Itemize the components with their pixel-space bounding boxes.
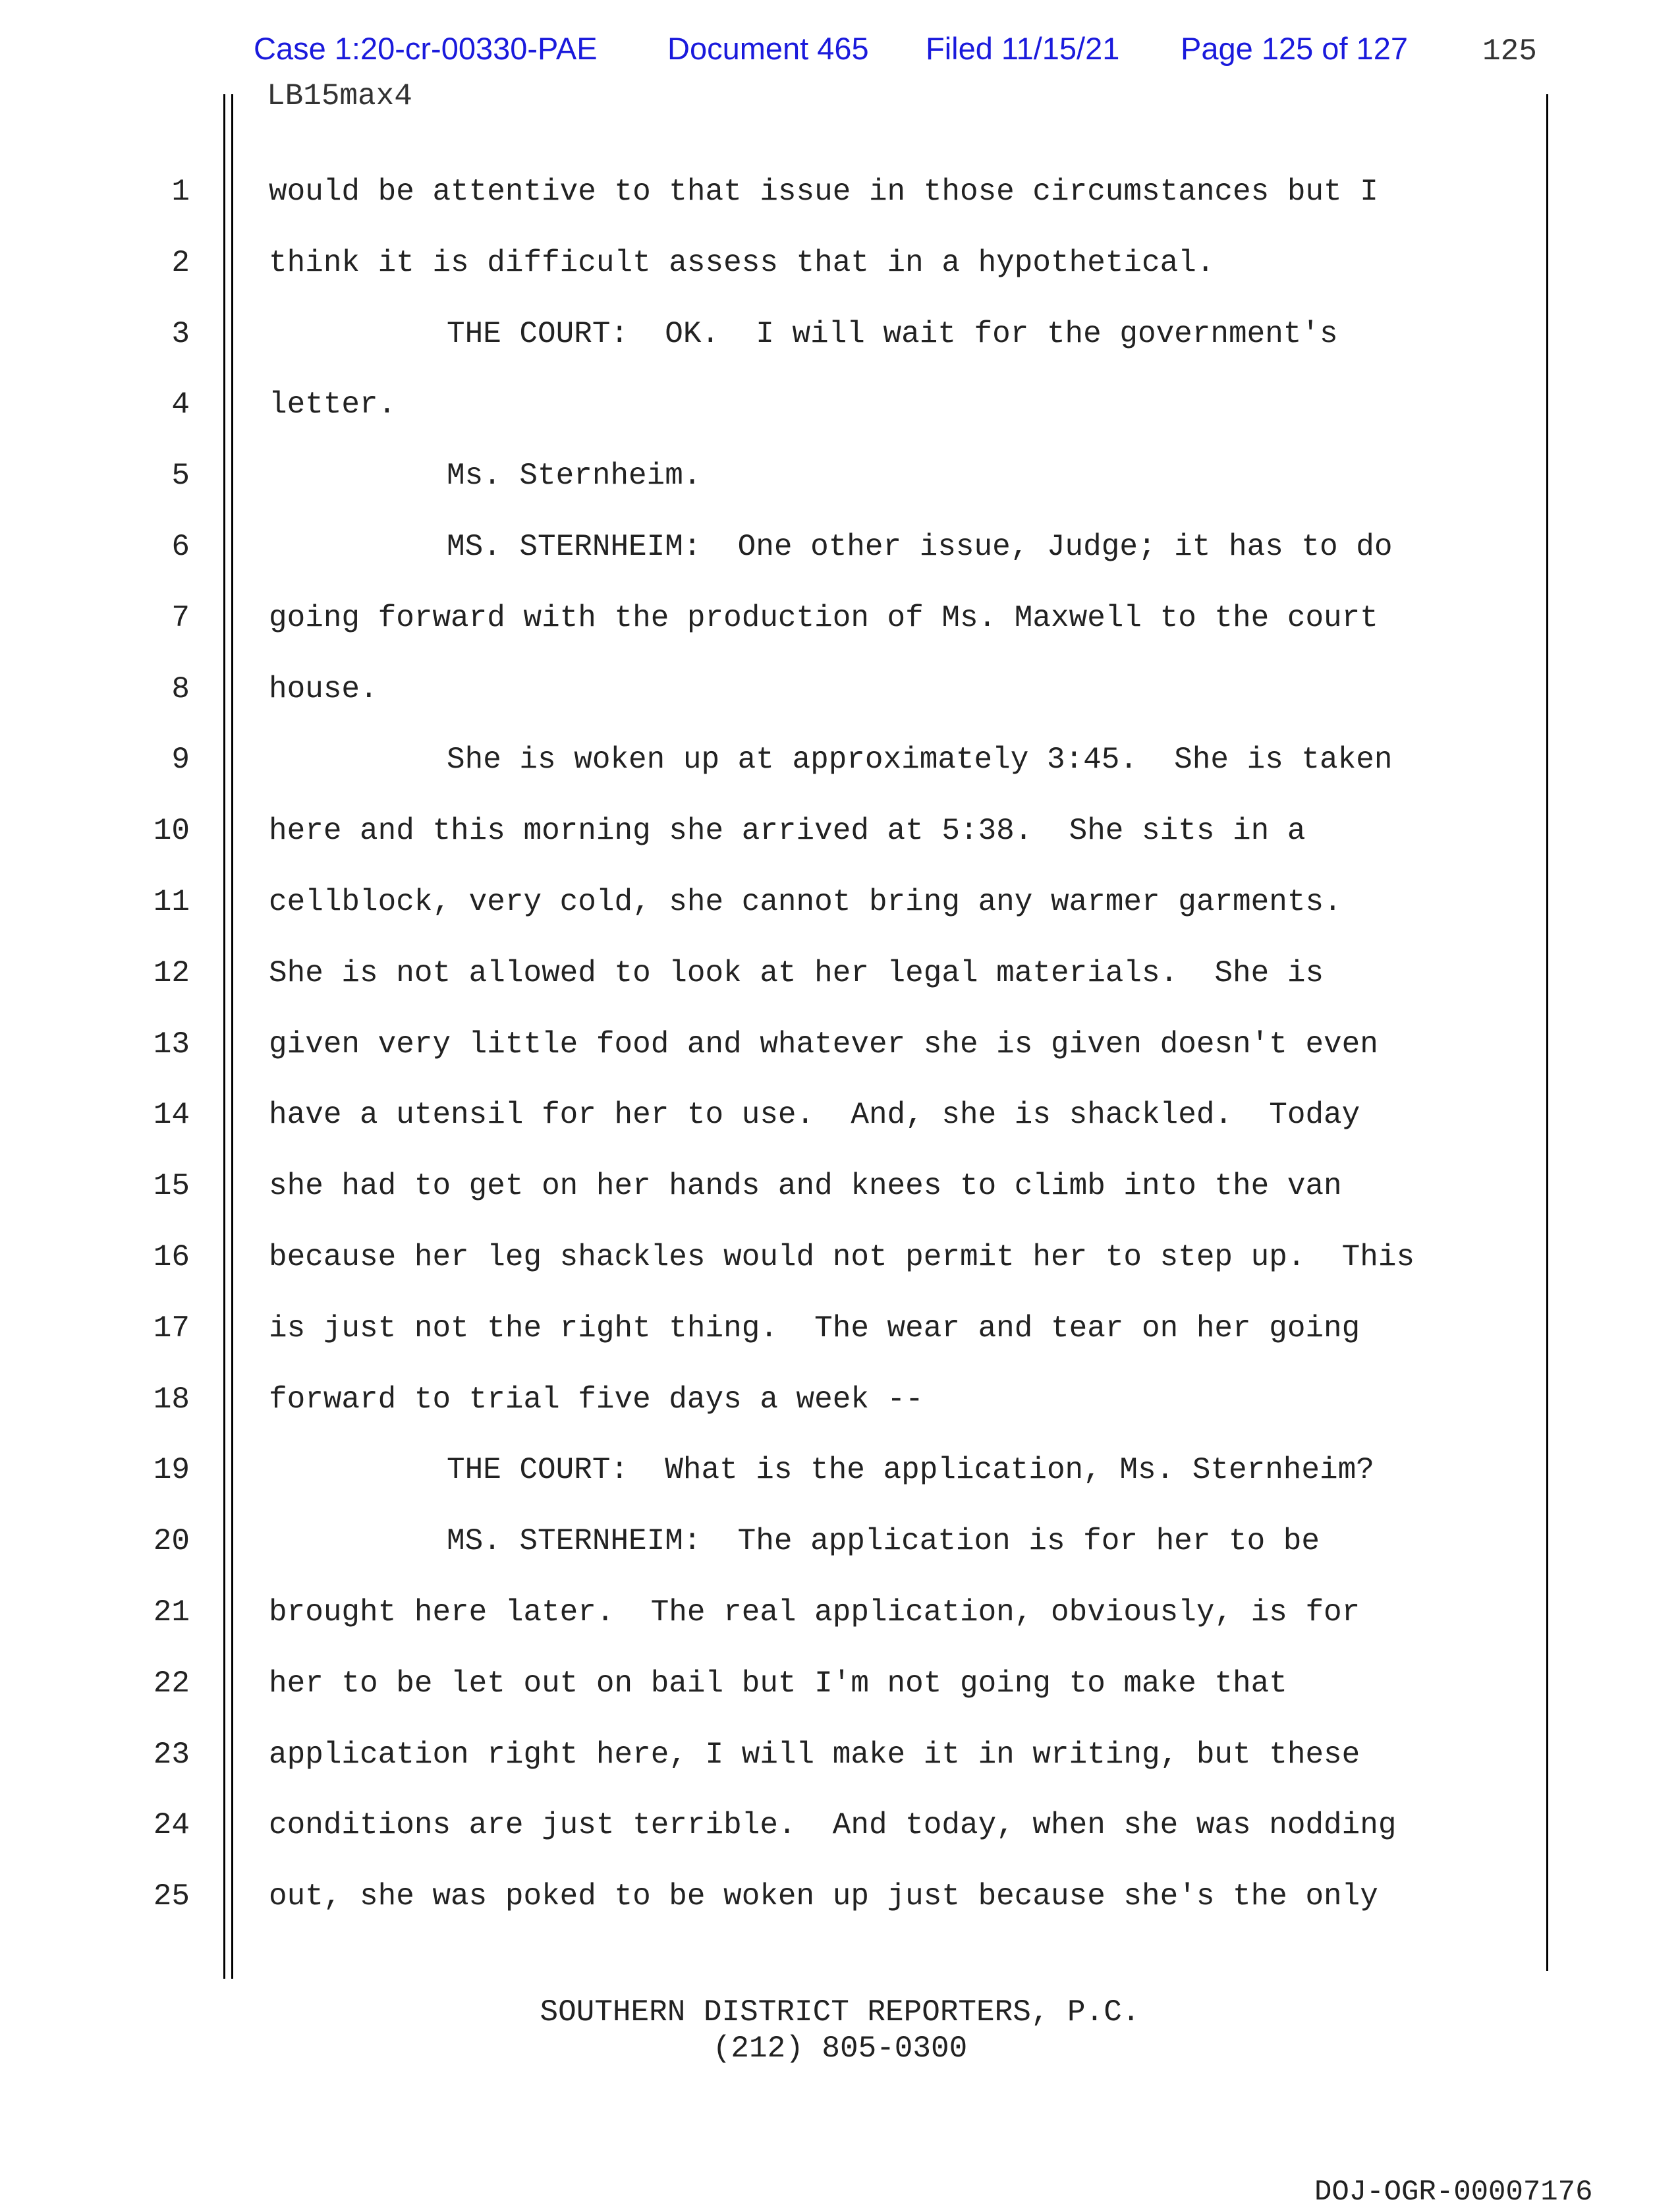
line-text: application right here, I will make it in writing, but these: [269, 1738, 1360, 1772]
line-text: because her leg shackles would not permit her to step up. This: [269, 1240, 1415, 1274]
line-text: her to be let out on bail but I'm not going to make that: [269, 1666, 1287, 1701]
transcript-line: [0, 1098, 1680, 1137]
line-text: here and this morning she arrived at 5:38. She sits in a: [269, 814, 1306, 848]
line-number: 22: [153, 1666, 190, 1701]
line-number: 20: [153, 1524, 190, 1558]
transcript-line: [0, 885, 1680, 924]
line-text: is just not the right thing. The wear and tear on her going: [269, 1311, 1360, 1346]
transcript-line: [0, 1382, 1680, 1422]
line-text: she had to get on her hands and knees to climb into the van: [269, 1169, 1342, 1203]
line-number: 18: [153, 1382, 190, 1417]
line-number: 14: [153, 1098, 190, 1132]
line-text: forward to trial five days a week --: [269, 1382, 924, 1417]
transcript-line: [0, 1666, 1680, 1706]
line-number: 12: [153, 956, 190, 990]
page-number: 125: [1482, 34, 1537, 69]
line-number: 4: [171, 387, 190, 422]
transcript-line: [0, 1027, 1680, 1067]
transcript-line: [0, 1595, 1680, 1635]
line-number: 25: [153, 1879, 190, 1914]
line-number: 2: [171, 246, 190, 280]
line-text: cellblock, very cold, she cannot bring any warmer garments.: [269, 885, 1342, 919]
line-text: She is woken up at approximately 3:45. She is taken: [447, 743, 1393, 777]
transcript-line: [0, 956, 1680, 996]
document-number: Document 465: [667, 31, 869, 66]
transcript-line: [0, 387, 1680, 427]
case-code: LB15max4: [267, 79, 412, 113]
transcript-line: [0, 246, 1680, 285]
line-text: think it is difficult assess that in a hypothetical.: [269, 246, 1215, 280]
transcript-line: [0, 530, 1680, 569]
line-number: 10: [153, 814, 190, 848]
transcript-line: [0, 1311, 1680, 1351]
line-text: MS. STERNHEIM: The application is for her to be: [447, 1524, 1320, 1558]
line-text: have a utensil for her to use. And, she is shackled. Today: [269, 1098, 1360, 1132]
line-text: out, she was poked to be woken up just because she's the only: [269, 1879, 1378, 1914]
reporter-phone: (212) 805-0300: [712, 2031, 968, 2066]
line-number: 21: [153, 1595, 190, 1630]
line-number: 6: [171, 530, 190, 564]
line-number: 17: [153, 1311, 190, 1346]
line-number: 19: [153, 1453, 190, 1487]
line-number: 9: [171, 743, 190, 777]
line-number: 11: [153, 885, 190, 919]
transcript-line: [0, 1453, 1680, 1492]
transcript-line: [0, 175, 1680, 214]
line-number: 13: [153, 1027, 190, 1062]
line-number: 24: [153, 1808, 190, 1842]
line-text: Ms. Sternheim.: [447, 459, 702, 493]
line-number: 16: [153, 1240, 190, 1274]
line-number: 3: [171, 317, 190, 351]
reporter-name: SOUTHERN DISTRICT REPORTERS, P.C.: [540, 1995, 1140, 2029]
line-text: given very little food and whatever she is given doesn't even: [269, 1027, 1378, 1062]
line-number: 23: [153, 1738, 190, 1772]
bates-number: DOJ-OGR-00007176: [1314, 2176, 1593, 2209]
line-text: would be attentive to that issue in those circumstances but I: [269, 175, 1378, 209]
transcript-line: [0, 1240, 1680, 1280]
transcript-line: [0, 743, 1680, 782]
line-number: 1: [171, 175, 190, 209]
transcript-line: [0, 1879, 1680, 1919]
line-text: She is not allowed to look at her legal materials. She is: [269, 956, 1324, 990]
transcript-line: [0, 601, 1680, 640]
transcript-line: [0, 317, 1680, 356]
case-number: Case 1:20-cr-00330-PAE: [254, 31, 598, 66]
transcript-line: [0, 1169, 1680, 1208]
transcript-line: [0, 1738, 1680, 1777]
line-text: MS. STERNHEIM: One other issue, Judge; it has to do: [447, 530, 1393, 564]
line-text: letter.: [269, 387, 397, 422]
line-text: house.: [269, 672, 378, 706]
line-text: conditions are just terrible. And today, when she was nodding: [269, 1808, 1397, 1842]
filed-date: Filed 11/15/21: [926, 31, 1120, 66]
line-number: 15: [153, 1169, 190, 1203]
transcript-line: [0, 459, 1680, 498]
transcript-line: [0, 1808, 1680, 1848]
line-number: 5: [171, 459, 190, 493]
line-text: brought here later. The real application, obviously, is for: [269, 1595, 1360, 1630]
line-text: THE COURT: OK. I will wait for the government's: [447, 317, 1338, 351]
page-count: Page 125 of 127: [1181, 31, 1408, 66]
line-number: 7: [171, 601, 190, 635]
line-text: THE COURT: What is the application, Ms. Sternheim?: [447, 1453, 1374, 1487]
transcript-line: [0, 1524, 1680, 1564]
transcript-line: [0, 814, 1680, 853]
transcript-line: [0, 672, 1680, 712]
line-number: 8: [171, 672, 190, 706]
filing-header: [0, 30, 1680, 70]
line-text: going forward with the production of Ms. Maxwell to the court: [269, 601, 1378, 635]
